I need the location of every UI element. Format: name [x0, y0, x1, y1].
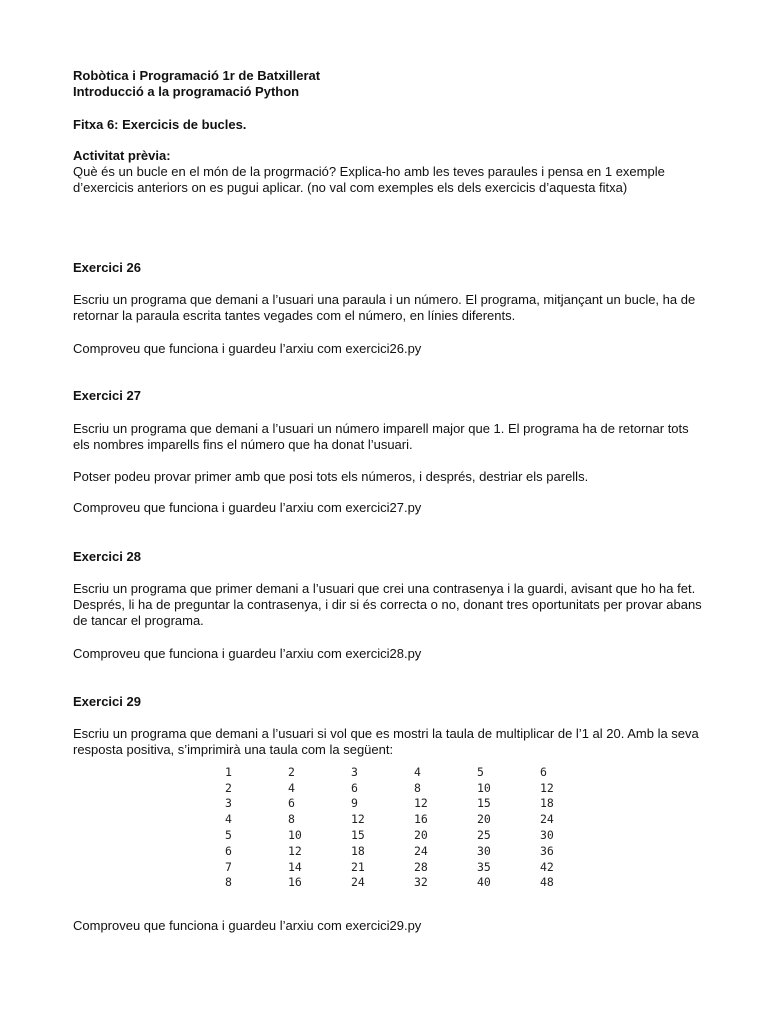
exercise-28-title: Exercici 28	[73, 549, 141, 564]
table-cell: 16	[414, 812, 428, 827]
table-cell: 12	[351, 812, 365, 827]
table-row	[223, 764, 601, 780]
exercise-26-check: Comproveu que funciona i guardeu l’arxiu com exercici26.py	[73, 341, 422, 356]
table-cell: 30	[540, 828, 554, 843]
table-cell: 12	[414, 796, 428, 811]
table-cell: 4	[225, 812, 232, 827]
table-cell: 8	[414, 780, 421, 795]
table-cell: 32	[414, 875, 428, 890]
table-row	[223, 859, 601, 875]
header-course: Robòtica i Programació 1r de Batxillerat	[73, 68, 321, 83]
multiplication-table	[223, 764, 601, 890]
exercise-26-title: Exercici 26	[73, 260, 141, 275]
table-cell: 2	[225, 780, 232, 795]
exercise-27-text: Escriu un programa que demani a l’usuari un número imparell major que 1. El programa ha de retornar tots els nombres imparells fins el número que ha donat l’usuari.	[73, 421, 689, 452]
table-cell: 6	[351, 780, 358, 795]
table-cell: 8	[288, 812, 295, 827]
table-cell: 3	[225, 796, 232, 811]
table-cell: 42	[540, 859, 554, 874]
table-row	[223, 843, 601, 859]
table-row	[223, 796, 601, 812]
table-cell: 28	[414, 859, 428, 874]
table-cell: 6	[225, 843, 232, 858]
table-cell: 20	[414, 828, 428, 843]
table-cell: 1	[225, 764, 232, 779]
table-cell: 10	[477, 780, 491, 795]
activity-text: Què és un bucle en el món de la progrmació? Explica-ho amb les teves paraules i pensa en 1 exemple d’exercicis anteriors on es pugui aplicar. (no val com exemples els dels exercicis d’aquesta fitxa)	[73, 164, 665, 195]
exercise-29-text: Escriu un programa que demani a l’usuari si vol que es mostri la taula de multiplicar de l’1 al 20. Amb la seva resposta positiva, s’imprimirà una taula com la següent:	[73, 726, 699, 757]
table-cell: 5	[477, 764, 484, 779]
table-cell: 24	[351, 875, 365, 890]
table-cell: 15	[477, 796, 491, 811]
table-cell: 4	[414, 764, 421, 779]
table-cell: 12	[288, 843, 302, 858]
activity-title: Activitat prèvia:	[73, 148, 171, 163]
exercise-27-title: Exercici 27	[73, 388, 141, 403]
table-cell: 25	[477, 828, 491, 843]
exercise-26-text: Escriu un programa que demani a l’usuari una paraula i un número. El programa, mitjançant un bucle, ha de retornar la paraula escrita tantes vegades com el número, en línies diferents.	[73, 292, 696, 323]
table-cell: 35	[477, 859, 491, 874]
table-row	[223, 827, 601, 843]
exercise-29-check: Comproveu que funciona i guardeu l’arxiu com exercici29.py	[73, 918, 422, 933]
table-cell: 24	[540, 812, 554, 827]
exercise-27-check: Comproveu que funciona i guardeu l’arxiu com exercici27.py	[73, 500, 422, 515]
table-cell: 12	[540, 780, 554, 795]
table-cell: 30	[477, 843, 491, 858]
table-cell: 18	[351, 843, 365, 858]
header-topic: Introducció a la programació Python	[73, 84, 300, 99]
table-cell: 16	[288, 875, 302, 890]
table-cell: 20	[477, 812, 491, 827]
table-cell: 48	[540, 875, 554, 890]
exercise-28-check: Comproveu que funciona i guardeu l’arxiu com exercici28.py	[73, 646, 422, 661]
table-cell: 5	[225, 828, 232, 843]
table-cell: 24	[414, 843, 428, 858]
table-row	[223, 875, 601, 891]
table-cell: 8	[225, 875, 232, 890]
table-cell: 14	[288, 859, 302, 874]
exercise-27-hint: Potser podeu provar primer amb que posi tots els números, i després, destriar els parells.	[73, 469, 589, 484]
table-cell: 40	[477, 875, 491, 890]
table-cell: 36	[540, 843, 554, 858]
table-cell: 3	[351, 764, 358, 779]
table-cell: 6	[540, 764, 547, 779]
table-cell: 2	[288, 764, 295, 779]
table-row	[223, 780, 601, 796]
table-cell: 6	[288, 796, 295, 811]
table-cell: 21	[351, 859, 365, 874]
table-cell: 4	[288, 780, 295, 795]
exercise-28-text: Escriu un programa que primer demani a l’usuari que crei una contrasenya i la guardi, avisant que ho ha fet. Després, li ha de preguntar la contrasenya, i dir si és correcta o no, donant tres oportunitats per provar abans de tancar el programa.	[73, 581, 702, 628]
worksheet-title: Fitxa 6: Exercicis de bucles.	[73, 117, 247, 132]
table-cell: 18	[540, 796, 554, 811]
exercise-29-title: Exercici 29	[73, 694, 141, 709]
table-cell: 10	[288, 828, 302, 843]
table-cell: 7	[225, 859, 232, 874]
table-cell: 9	[351, 796, 358, 811]
table-row	[223, 811, 601, 827]
table-cell: 15	[351, 828, 365, 843]
